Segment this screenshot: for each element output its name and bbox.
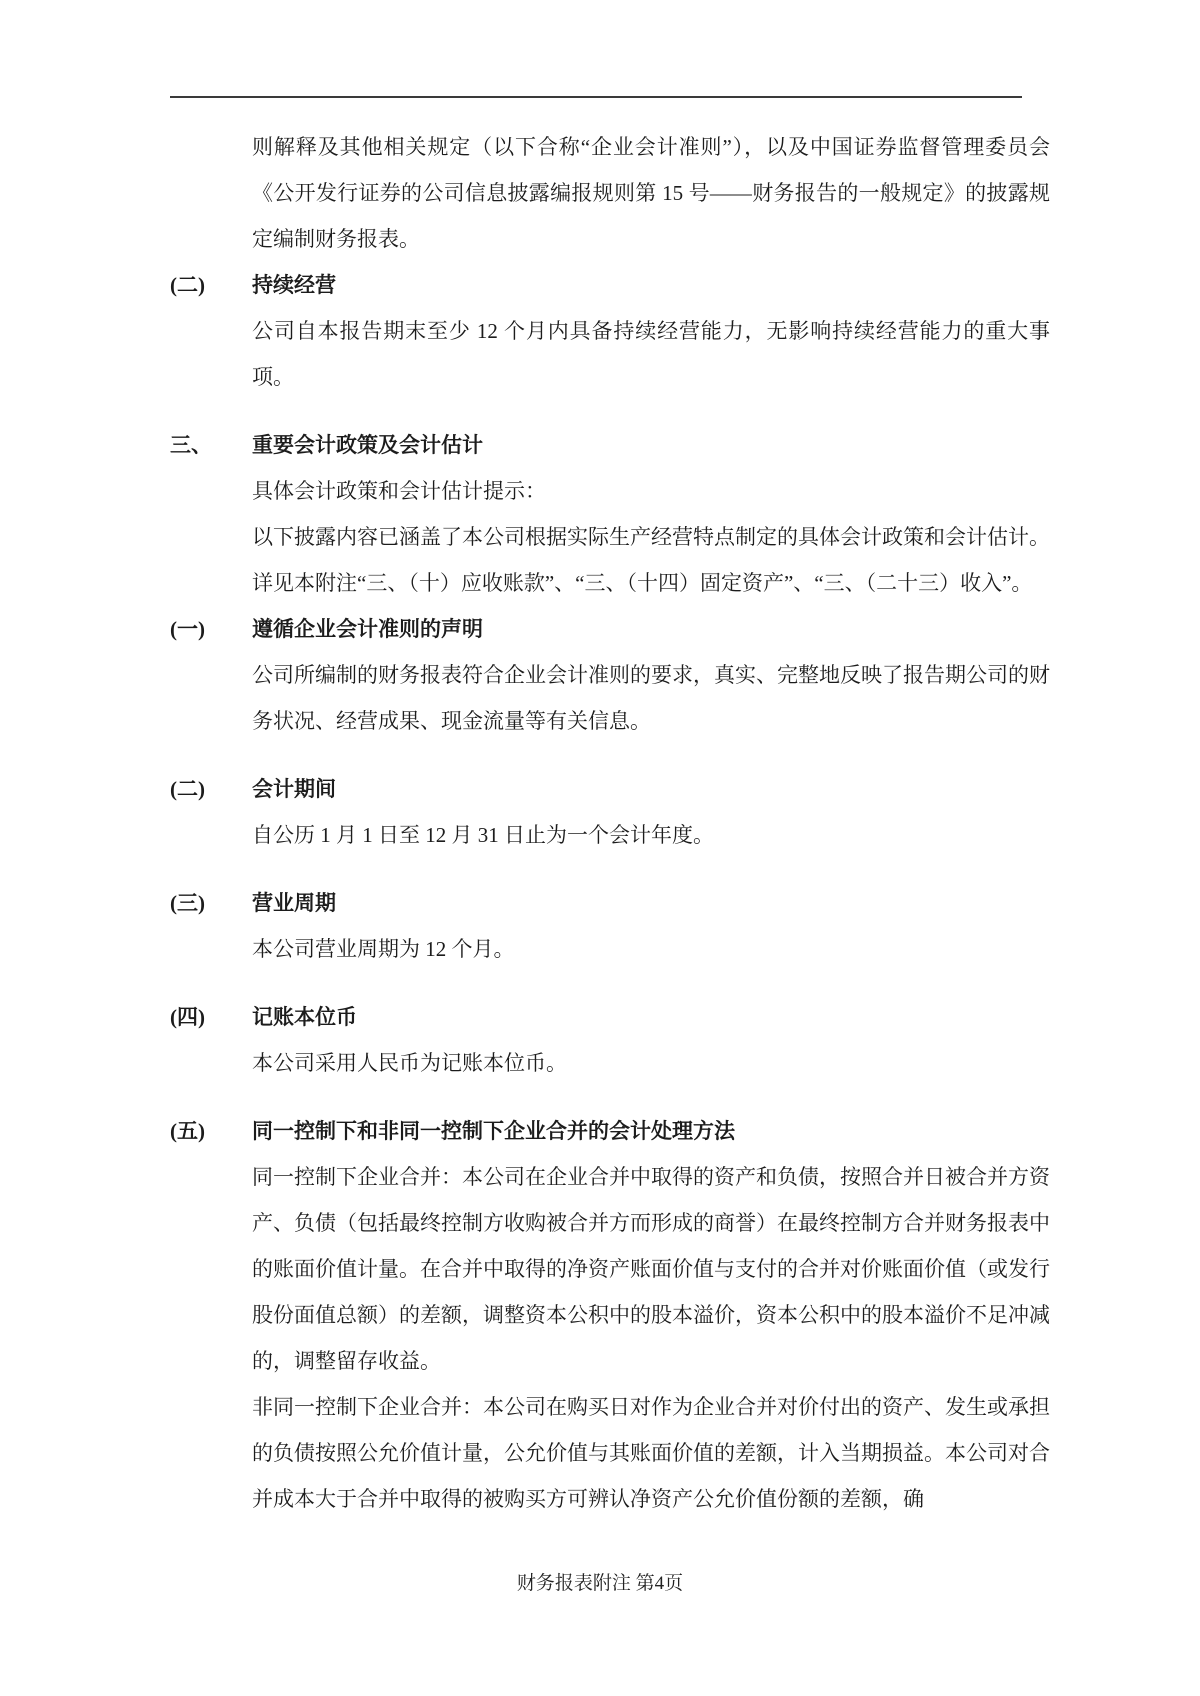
section-label: 三、 <box>170 433 212 457</box>
section-title: 会计期间 <box>252 777 336 801</box>
section-business-combinations <box>170 1108 1052 1522</box>
section-operating-cycle <box>170 880 1052 972</box>
section-label: (三) <box>170 891 205 915</box>
section-compliance-statement <box>170 606 1052 744</box>
section-paragraph: 非同一控制下企业合并：本公司在购买日对作为企业合并对价付出的资产、发生或承担的负债按照公允价值计量，公允价值与其账面价值的差额，计入当期损益。本公司对合并成本大于合并中取得的被购买方可辨认净资产公允价值份额的差额，确 <box>252 1395 1050 1511</box>
section-going-concern <box>170 262 1052 400</box>
section-label: (二) <box>170 273 205 297</box>
section-label: (四) <box>170 1005 205 1029</box>
document-content <box>170 124 1052 1522</box>
section-title: 营业周期 <box>252 891 336 915</box>
section-title: 遵循企业会计准则的声明 <box>252 617 483 641</box>
section-paragraph: 公司所编制的财务报表符合企业会计准则的要求，真实、完整地反映了报告期公司的财务状况、经营成果、现金流量等有关信息。 <box>252 663 1050 733</box>
page-footer: 财务报表附注 第4页 <box>516 1573 684 1594</box>
section-paragraph: 公司自本报告期末至少 12 个月内具备持续经营能力，无影响持续经营能力的重大事项。 <box>252 319 1050 389</box>
section-title: 持续经营 <box>252 273 336 297</box>
header-rule <box>170 96 1022 98</box>
section-paragraph: 本公司采用人民币为记账本位币。 <box>252 1051 567 1075</box>
section-label: (一) <box>170 617 205 641</box>
intro-paragraph-row <box>170 124 1052 262</box>
section-accounting-period <box>170 766 1052 858</box>
section-label: (五) <box>170 1119 205 1143</box>
section-paragraph: 以下披露内容已涵盖了本公司根据实际生产经营特点制定的具体会计政策和会计估计。详见本附注“三、（十）应收账款”、“三、（十四）固定资产”、“三、（二十三）收入”。 <box>252 525 1050 595</box>
intro-paragraph: 则解释及其他相关规定（以下合称“企业会计准则”），以及中国证券监督管理委员会《公开发行证券的公司信息披露编报规则第 15 号——财务报告的一般规定》的披露规定编制财务报表。 <box>252 135 1050 251</box>
section-functional-currency <box>170 994 1052 1086</box>
section-label: (二) <box>170 777 205 801</box>
section-paragraph: 自公历 1 月 1 日至 12 月 31 日止为一个会计年度。 <box>252 823 714 847</box>
section-paragraph: 具体会计政策和会计估计提示： <box>252 479 546 503</box>
section-paragraph: 本公司营业周期为 12 个月。 <box>252 937 515 961</box>
section-paragraph: 同一控制下企业合并：本公司在企业合并中取得的资产和负债，按照合并日被合并方资产、负债（包括最终控制方收购被合并方而形成的商誉）在最终控制方合并财务报表中的账面价值计量。在合并中取得的净资产账面价值与支付的合并对价账面价值（或发行股份面值总额）的差额，调整资本公积中的股本溢价，资本公积中的股本溢价不足冲减的，调整留存收益。 <box>252 1165 1050 1373</box>
section-title: 同一控制下和非同一控制下企业合并的会计处理方法 <box>252 1119 735 1143</box>
section-title: 记账本位币 <box>252 1005 357 1029</box>
section-accounting-policies <box>170 422 1052 606</box>
section-title: 重要会计政策及会计估计 <box>252 433 483 457</box>
